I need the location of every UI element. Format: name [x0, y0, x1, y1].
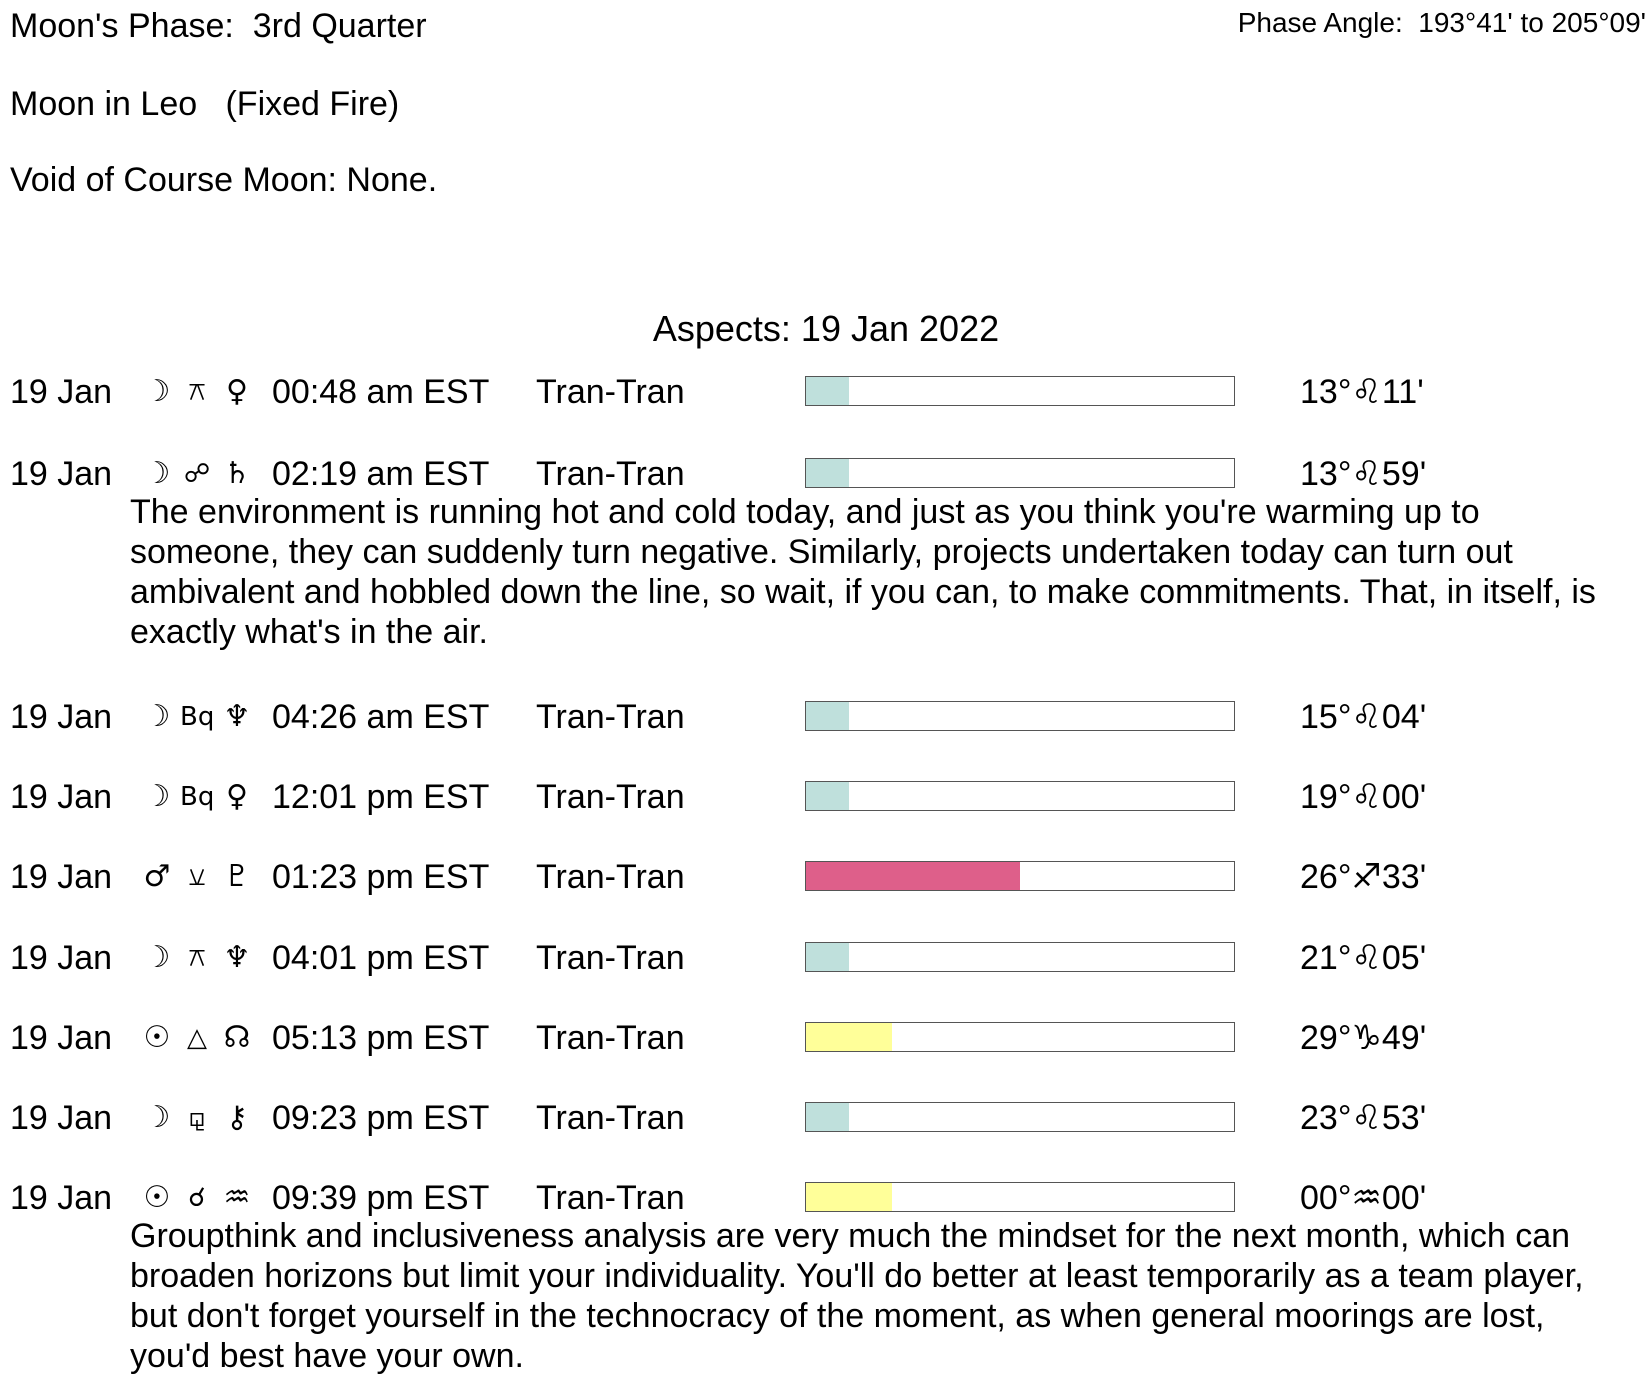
strength-bar: [805, 1102, 1235, 1132]
biquintile-glyph-icon: Bq: [180, 702, 215, 732]
moon-glyph-icon: ☽: [143, 940, 171, 975]
void-of-course-text: Void of Course Moon: None.: [10, 161, 438, 199]
moon-glyph-icon: ☽: [143, 1100, 171, 1135]
aspect-position: 19°♌00': [1300, 778, 1427, 816]
quincunx-glyph-icon: ⚻: [188, 943, 206, 973]
opposition-glyph-icon: ☍: [183, 459, 211, 489]
moon-sign-text: Moon in Leo (Fixed Fire): [10, 85, 400, 123]
aspect-date: 19 Jan: [10, 373, 113, 411]
aspect-type: Tran-Tran: [536, 858, 685, 896]
aspect-time: 05:13 pm EST: [272, 1019, 490, 1057]
aspect-time: 00:48 am EST: [272, 373, 490, 411]
trine-glyph-icon: △: [187, 1023, 207, 1053]
moon-phase-text: Moon's Phase: 3rd Quarter: [10, 7, 427, 45]
aspect-date: 19 Jan: [10, 1019, 113, 1057]
biquintile-glyph-icon: Bq: [180, 782, 215, 812]
chiron-glyph-icon: ⚷: [226, 1100, 248, 1135]
aspect-time: 04:01 pm EST: [272, 939, 490, 977]
strength-bar: [805, 458, 1235, 488]
strength-bar-fill: [806, 782, 849, 810]
aspect-position: 13°♌11': [1300, 373, 1424, 411]
aspect-time: 09:39 pm EST: [272, 1179, 490, 1217]
saturn-glyph-icon: ♄: [223, 456, 251, 491]
aspect-row: [0, 936, 1652, 980]
aquarius-glyph-icon: ♒: [223, 1180, 251, 1215]
strength-bar: [805, 701, 1235, 731]
aspect-position: 21°♌05': [1300, 939, 1427, 977]
aspect-date: 19 Jan: [10, 455, 113, 493]
strength-bar-fill: [806, 459, 849, 487]
strength-bar-fill: [806, 862, 1020, 890]
aspect-position: 15°♌04': [1300, 698, 1427, 736]
aspect-type: Tran-Tran: [536, 939, 685, 977]
aspect-type: Tran-Tran: [536, 698, 685, 736]
aspect-date: 19 Jan: [10, 858, 113, 896]
neptune-glyph-icon: ♆: [223, 940, 251, 975]
strength-bar-fill: [806, 1183, 892, 1211]
aspect-time: 01:23 pm EST: [272, 858, 490, 896]
strength-bar: [805, 1182, 1235, 1212]
pluto-glyph-icon: ♇: [223, 859, 251, 894]
venus-glyph-icon: ♀: [226, 779, 248, 814]
aspect-date: 19 Jan: [10, 698, 113, 736]
semisextile-glyph-icon: ⚺: [188, 862, 206, 892]
aspect-row: [0, 452, 1652, 496]
aspect-row: [0, 1176, 1652, 1220]
conjunction-glyph-icon: ☌: [188, 1183, 206, 1213]
aspect-row: [0, 775, 1652, 819]
aspect-time: 09:23 pm EST: [272, 1099, 490, 1137]
sun-glyph-icon: ☉: [143, 1180, 171, 1215]
phase-angle-text: Phase Angle: 193°41' to 205°09': [1237, 7, 1646, 38]
aspect-position: 26°♐33': [1300, 858, 1427, 896]
strength-bar-fill: [806, 1023, 892, 1051]
aspect-description: The environment is running hot and cold today, and just as you think you're warming up to someone, they can suddenly turn negative. Similarly, projects undertaken today can turn out ambivalent and hobbled down the line, so wait, if you can, to make commitments. That, in itself, is exactly what's in the air.: [130, 493, 1596, 651]
strength-bar-fill: [806, 1103, 849, 1131]
aspect-type: Tran-Tran: [536, 1099, 685, 1137]
quincunx-glyph-icon: ⚻: [188, 377, 206, 407]
aspect-row: [0, 855, 1652, 899]
mars-glyph-icon: ♂: [143, 859, 171, 894]
moon-glyph-icon: ☽: [143, 456, 171, 491]
strength-bar-fill: [806, 702, 849, 730]
aspect-type: Tran-Tran: [536, 1179, 685, 1217]
aspect-type: Tran-Tran: [536, 455, 685, 493]
moon-glyph-icon: ☽: [143, 779, 171, 814]
aspect-row: [0, 370, 1652, 414]
strength-bar: [805, 861, 1235, 891]
sun-glyph-icon: ☉: [143, 1020, 171, 1055]
aspect-position: 23°♌53': [1300, 1099, 1427, 1137]
north-node-glyph-icon: ☊: [223, 1020, 251, 1055]
strength-bar: [805, 376, 1235, 406]
strength-bar: [805, 781, 1235, 811]
aspect-time: 12:01 pm EST: [272, 778, 490, 816]
aspect-date: 19 Jan: [10, 1099, 113, 1137]
aspect-time: 04:26 am EST: [272, 698, 490, 736]
aspect-time: 02:19 am EST: [272, 455, 490, 493]
aspect-date: 19 Jan: [10, 1179, 113, 1217]
moon-glyph-icon: ☽: [143, 699, 171, 734]
aspect-description: Groupthink and inclusiveness analysis are very much the mindset for the next month, which can broaden horizons but limit your individuality. You'll do better at least temporarily as a team player, but don't forget yourself in the technocracy of the moment, as when general moorings are lost, you'd best have your own.: [130, 1217, 1584, 1375]
aspect-type: Tran-Tran: [536, 778, 685, 816]
neptune-glyph-icon: ♆: [223, 699, 251, 734]
aspect-row: [0, 695, 1652, 739]
strength-bar: [805, 942, 1235, 972]
sesquiquadrate-glyph-icon: ⚼: [188, 1103, 206, 1133]
strength-bar: [805, 1022, 1235, 1052]
venus-glyph-icon: ♀: [226, 374, 248, 409]
aspect-type: Tran-Tran: [536, 1019, 685, 1057]
strength-bar-fill: [806, 377, 849, 405]
aspect-date: 19 Jan: [10, 778, 113, 816]
aspect-row: [0, 1096, 1652, 1140]
aspect-row: [0, 1016, 1652, 1060]
aspect-position: 13°♌59': [1300, 455, 1427, 493]
aspect-position: 29°♑49': [1300, 1019, 1427, 1057]
strength-bar-fill: [806, 943, 849, 971]
moon-glyph-icon: ☽: [143, 374, 171, 409]
aspects-title: Aspects: 19 Jan 2022: [652, 308, 1000, 349]
aspect-position: 00°♒00': [1300, 1179, 1427, 1217]
aspect-date: 19 Jan: [10, 939, 113, 977]
aspect-type: Tran-Tran: [536, 373, 685, 411]
